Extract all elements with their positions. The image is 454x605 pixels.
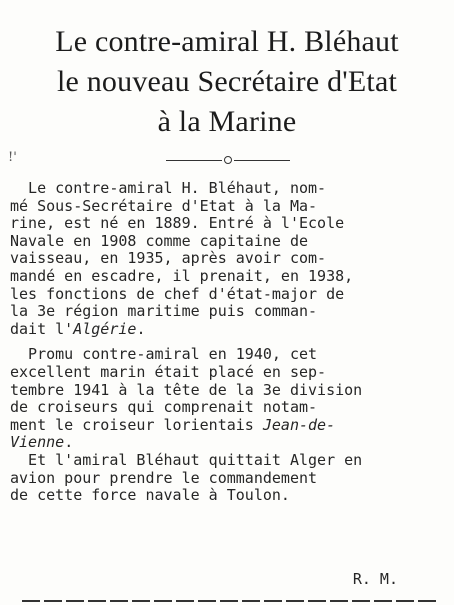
- paragraph-line: Navale en 1908 comme capitaine de: [10, 231, 309, 250]
- italic-ship-name-part-1: Jean-de-: [262, 415, 336, 434]
- stray-print-mark: !': [8, 150, 17, 165]
- italic-ship-name-part-2: Vienne: [10, 433, 65, 452]
- paragraph-line: mandé en escadre, il prenait, en 1938,: [10, 266, 354, 285]
- paragraph-line: Le contre-amiral H. Bléhaut, nom-: [10, 179, 327, 197]
- article-headline: [8, 22, 446, 142]
- paragraph-line: tembre 1941 à la tête de la 3e division: [10, 380, 363, 399]
- paragraph-line: les fonctions de chef d'état-major de: [10, 284, 345, 303]
- paragraph-line: Promu contre-amiral en 1940, cet: [10, 345, 318, 364]
- paragraph-line: excellent marin était placé en sep-: [10, 362, 327, 381]
- headline-line-2: le nouveau Secrétaire d'Etat: [56, 65, 397, 98]
- punctuation: .: [64, 433, 74, 452]
- separator-ornament: [166, 156, 290, 166]
- paragraph-line: rine, est né en 1889. Entré à l'Ecole: [10, 214, 345, 233]
- separator-line-right: [234, 160, 290, 161]
- author-signature: R. M.: [352, 570, 398, 588]
- paragraph-line: de croiseurs qui comprenait notam-: [10, 398, 318, 417]
- paragraph-line: mé Sous-Secrétaire d'Etat à la Ma-: [10, 196, 318, 215]
- paragraph-1: [10, 180, 440, 338]
- paragraph-line: [10, 417, 440, 435]
- paragraph-text: ment le croiseur lorientais: [10, 415, 263, 434]
- paragraph-line: de cette force navale à Toulon.: [10, 486, 290, 505]
- paragraph-2: [10, 346, 440, 452]
- paragraph-line-last: [10, 434, 440, 452]
- paragraph-line-last: [10, 321, 440, 339]
- italic-place-name: Algérie: [73, 319, 137, 338]
- paragraph-3: [10, 452, 440, 505]
- paragraph-line: Et l'amiral Bléhaut quittait Alger en: [10, 450, 363, 469]
- headline-line-1: Le contre-amiral H. Bléhaut: [55, 25, 399, 58]
- separator-circle-icon: [224, 156, 232, 164]
- punctuation: .: [136, 319, 146, 338]
- bottom-divider: [22, 600, 440, 602]
- headline-line-3: à la Marine: [157, 105, 297, 138]
- paragraph-line: avion pour prendre le commandement: [10, 468, 318, 487]
- separator-line-left: [166, 160, 222, 161]
- paragraph-line: vaisseau, en 1935, après avoir com-: [10, 249, 327, 268]
- paragraph-text: dait l': [10, 319, 74, 338]
- article-body: [10, 180, 440, 505]
- paragraph-line: la 3e région maritime puis comman-: [10, 302, 318, 321]
